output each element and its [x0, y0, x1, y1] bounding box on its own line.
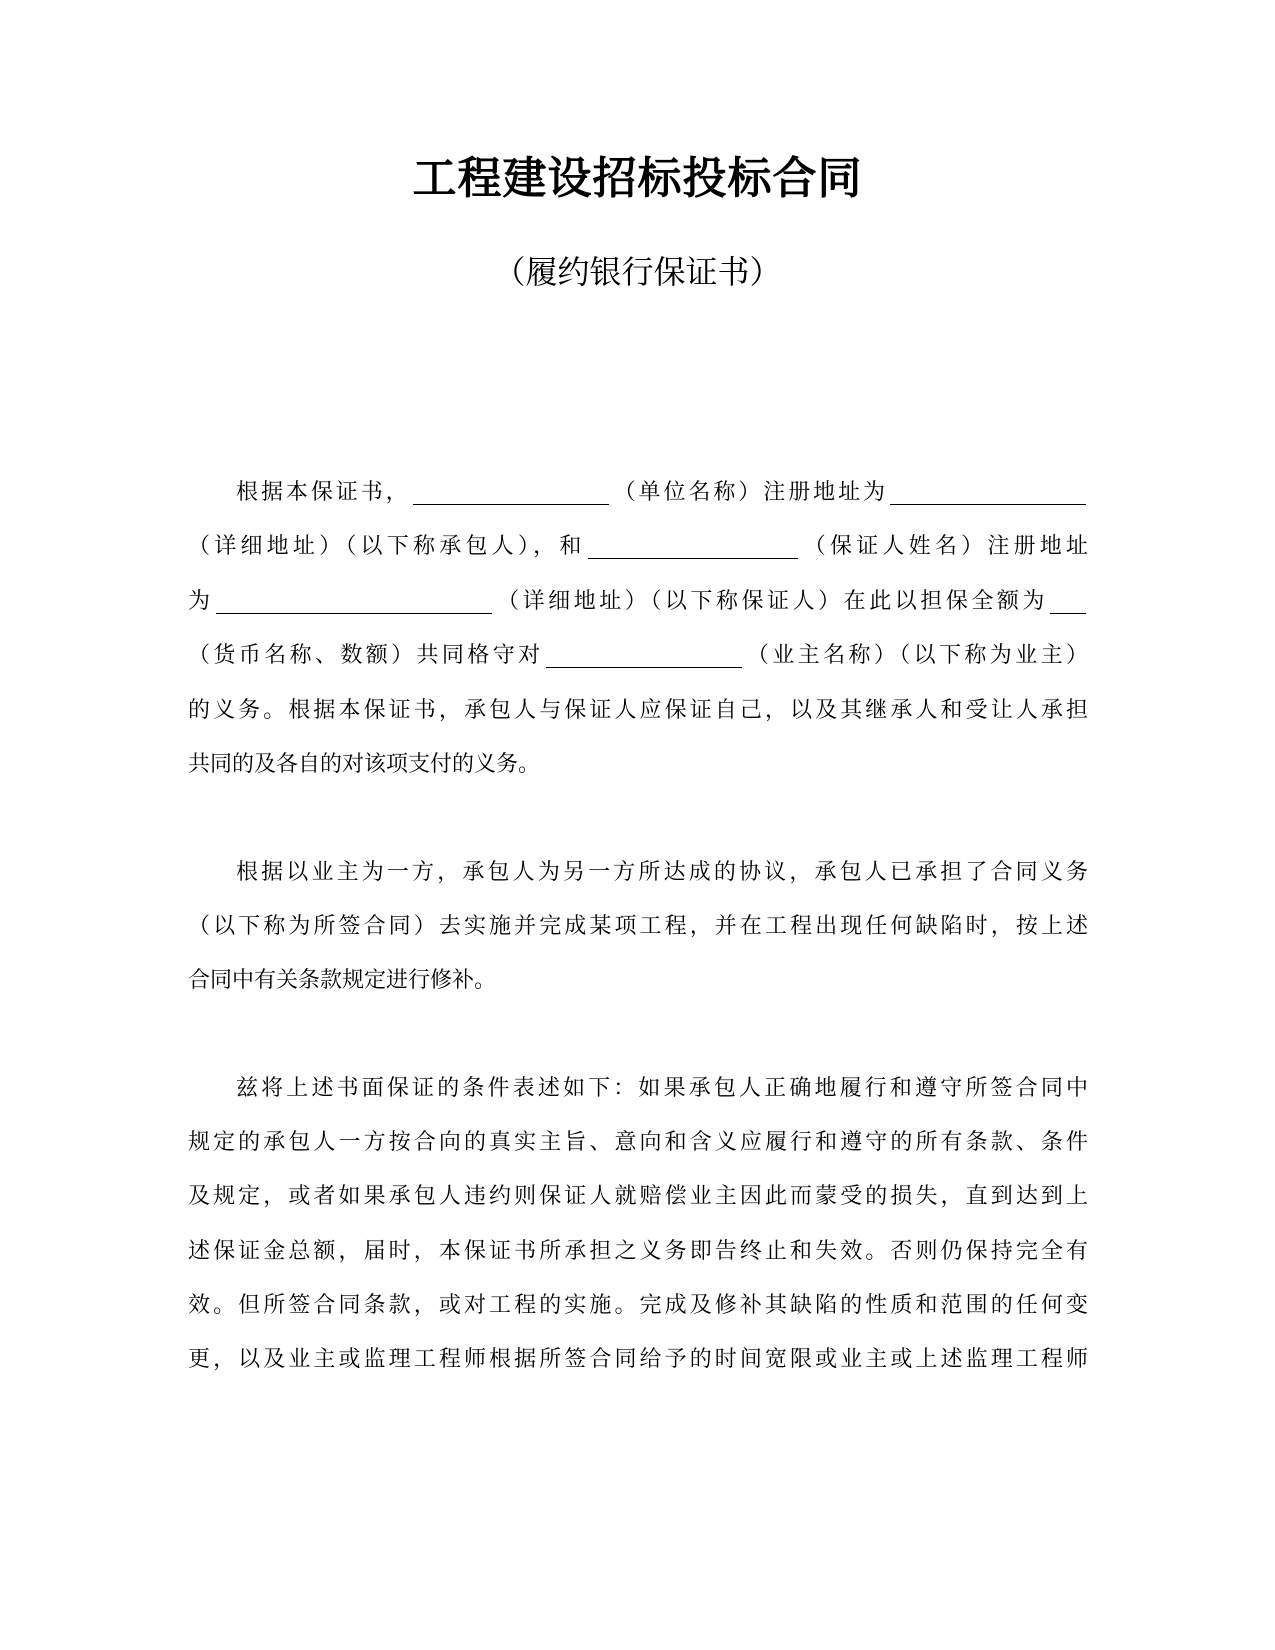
paragraph-2-line-1: 根据以业主为一方，承包人为另一方所达成的协议，承包人已承担了合同义务 — [236, 860, 1088, 885]
document-title: 工程建设招标投标合同 — [412, 153, 863, 204]
paragraph-1-line-2 — [188, 518, 1088, 575]
paragraph-2-line-2: （以下称为所签合同）去实施并完成某项工程，并在工程出现任何缺陷时，按上述 — [188, 914, 1088, 939]
text-segment: （货币名称、数额）共同格守对 — [188, 643, 544, 668]
text-segment: （详细地址）（以下称保证人）在此以担保全额为 — [493, 589, 1048, 614]
paragraph-3-line-6: 更，以及业主或监理工程师根据所签合同给予的时间宽限或业主或上述监理工程师 — [188, 1347, 1088, 1372]
fill-blank-guarantor-name — [588, 528, 798, 559]
paragraph-1-line-1 — [236, 464, 1088, 521]
text-segment: 为 — [188, 589, 214, 614]
fill-blank-owner-name — [546, 637, 742, 668]
paragraph-3-line-3: 及规定，或者如果承包人违约则保证人就赔偿业主因此而蒙受的损失，直到达到上 — [188, 1184, 1088, 1209]
fill-blank-address — [890, 474, 1086, 505]
paragraph-1-line-5: 的义务。根据本保证书，承包人与保证人应保证自己，以及其继承人和受让人承担 — [188, 698, 1088, 723]
fill-blank-amount — [1050, 583, 1086, 614]
text-segment: 根据本保证书， — [236, 480, 411, 505]
paragraph-2-line-3: 合同中有关条款规定进行修补。 — [188, 968, 497, 993]
paragraph-1-line-6: 共同的及各自的对该项支付的义务。 — [188, 752, 541, 777]
text-segment: （单位名称）注册地址为 — [610, 480, 888, 505]
text-segment: （业主名称）（以下称为业主） — [743, 643, 1088, 668]
paragraph-1-line-4 — [188, 627, 1088, 684]
fill-blank-unit-name — [413, 474, 609, 505]
text-segment: （保证人姓名）注册地址 — [799, 534, 1088, 559]
paragraph-3-line-1: 兹将上述书面保证的条件表述如下：如果承包人正确地履行和遵守所签合同中 — [236, 1076, 1088, 1101]
fill-blank-guarantor-address — [216, 583, 492, 614]
paragraph-3-line-4: 述保证金总额，届时，本保证书所承担之义务即告终止和失效。否则仍保持完全有 — [188, 1239, 1088, 1264]
paragraph-3-line-2: 规定的承包人一方按合向的真实主旨、意向和含义应履行和遵守的所有条款、条件 — [188, 1130, 1088, 1155]
paragraph-3-line-5: 效。但所签合同条款，或对工程的实施。完成及修补其缺陷的性质和范围的任何变 — [188, 1293, 1088, 1318]
document-subtitle: （履约银行保证书） — [493, 253, 782, 291]
paragraph-1-line-3 — [188, 573, 1088, 630]
text-segment: （详细地址）（以下称承包人），和 — [188, 534, 586, 559]
